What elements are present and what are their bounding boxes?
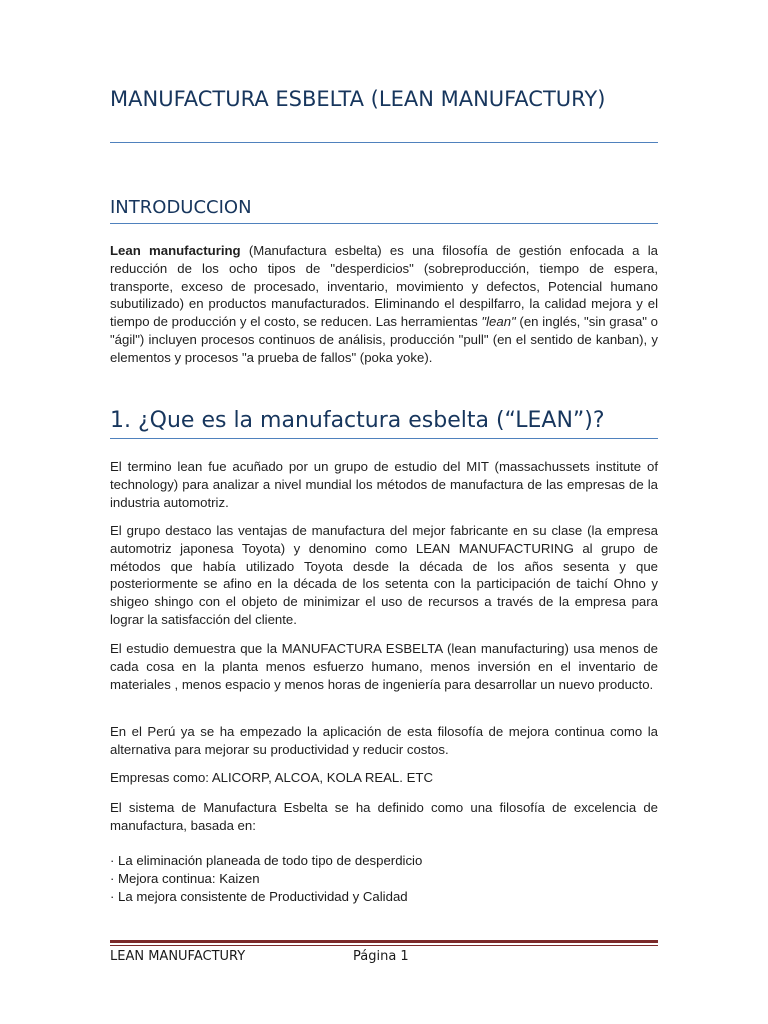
section1-heading: 1. ¿Que es la manufactura esbelta (“LEAN”)? (110, 408, 605, 433)
intro-heading-underline (110, 223, 658, 224)
intro-heading: INTRODUCCION (110, 197, 252, 218)
footer-title: LEAN MANUFACTURY (110, 949, 246, 964)
list-item: · La eliminación planeada de todo tipo de desperdicio (110, 853, 423, 868)
page-number: Página 1 (353, 949, 409, 964)
title-underline (110, 142, 658, 143)
footer-rule-thin (110, 945, 658, 946)
intro-paragraph (110, 242, 658, 367)
list-item: · Mejora continua: Kaizen (110, 870, 260, 886)
document-title: MANUFACTURA ESBELTA (LEAN MANUFACTURY) (110, 87, 606, 111)
list-item: · La mejora consistente de Productividad y Calidad (110, 888, 408, 904)
paragraph-2: El grupo destaco las ventajas de manufactura del mejor fabricante en su clase (la empresa automotriz japonesa Toyota) y denomino como LEAN MANUFACTURING al grupo de métodos que había utilizado Toyota desde la década de los años sesenta y que posteriormente se afino en la década de los setenta con la participación de taichí Ohno y shigeo shingo con el objeto de minimizar el uso de recursos a través de la empresa para lograr la satisfacción del cliente. (110, 523, 658, 627)
section1-heading-underline (110, 438, 658, 439)
intro-bold-lead: Lean manufacturing (110, 243, 241, 258)
paragraph-4: En el Perú ya se ha empezado la aplicación de esta filosofía de mejora continua como la alternativa para mejorar su productividad y reducir costos. (110, 724, 658, 757)
intro-text-1: (Manufactura esbelta) es una filosofía de gestión enfocada a la reducción de los ocho tipos de "desperdicios" (sobreproducción, tiempo de espera, transporte, exceso de procesado, inventario, movimiento y defectos, Potencial humano subutilizado) en productos manufacturados. Eliminando el despilfarro, la calidad mejora y el tiempo de producción y el costo, se reducen. Las herramientas (110, 243, 659, 330)
paragraph-3: El estudio demuestra que la MANUFACTURA ESBELTA (lean manufacturing) usa menos de cada cosa en la planta menos esfuerzo humano, menos inversión en el inventario de materiales , menos espacio y menos horas de ingeniería para desarrollar un nuevo producto. (110, 641, 658, 692)
footer-rule (110, 940, 658, 943)
paragraph-6: El sistema de Manufactura Esbelta se ha definido como una filosofía de excelencia de manufactura, basada en: (110, 800, 658, 833)
bullet-list (110, 852, 658, 905)
paragraph-1: El termino lean fue acuñado por un grupo de estudio del MIT (massachussets institute of technology) para analizar a nivel mundial los métodos de manufactura de las empresas de la industria automotriz. (110, 459, 658, 510)
paragraph-5: Empresas como: ALICORP, ALCOA, KOLA REAL. ETC (110, 770, 433, 785)
intro-italic-term: "lean" (481, 314, 516, 330)
intro-text-2: (en inglés, "sin grasa" o "ágil") incluyen procesos continuos de análisis, producción "pull" (en el sentido de kanban), y elementos y procesos "a prueba de fallos" (poka yoke). (110, 314, 659, 365)
